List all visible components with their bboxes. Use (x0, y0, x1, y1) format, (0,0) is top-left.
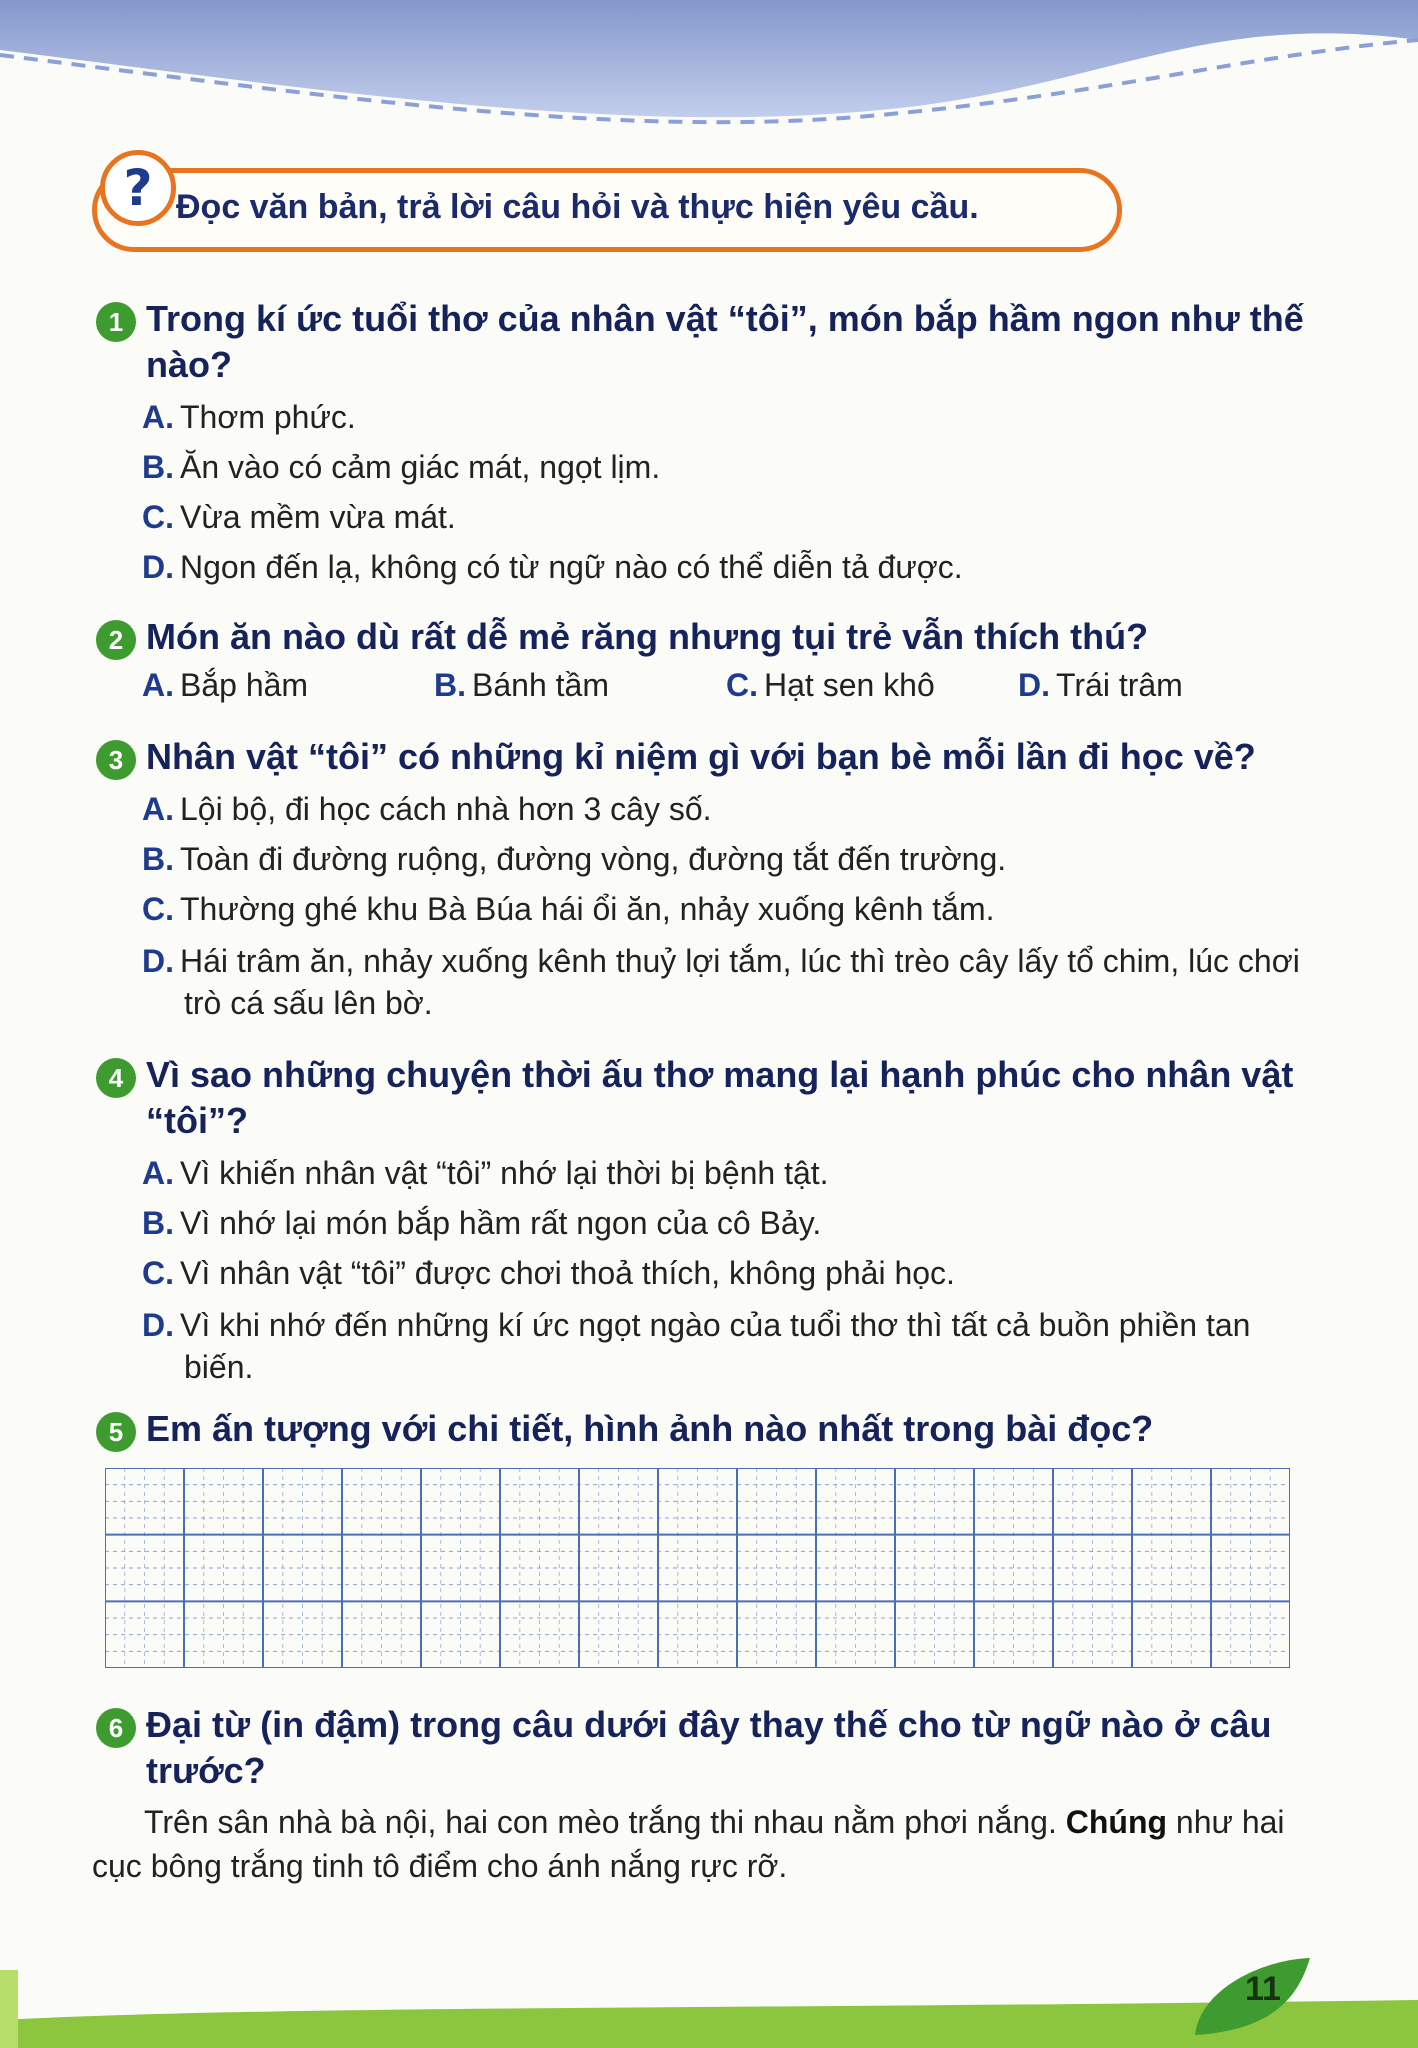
option-d[interactable]: D. Hái trâm ăn, nhảy xuống kênh thuỷ lợi tắm, lúc thì trèo cây lấy tổ chim, lúc chơi trò cá sấu lên bờ. (142, 943, 1300, 1021)
question-4 (96, 1052, 1326, 1394)
option-a[interactable]: A. Thơm phức. (142, 399, 356, 435)
question-number: 5 (96, 1412, 136, 1452)
option-a[interactable]: A. Vì khiến nhân vật “tôi” nhớ lại thời bị bệnh tật. (142, 1155, 829, 1191)
question-2 (96, 614, 1326, 710)
option-a[interactable]: A. Bắp hầm (142, 667, 309, 703)
question-number: 3 (96, 740, 136, 780)
option-b[interactable]: B. Bánh tầm (434, 667, 609, 703)
question-title: Em ấn tượng với chi tiết, hình ảnh nào nhất trong bài đọc? (146, 1408, 1154, 1449)
option-d[interactable]: D. Trái trâm (1018, 667, 1183, 703)
passage-text-after: như hai cục bông trắng tinh tô điểm cho ánh nắng rực rỡ. (92, 1804, 1285, 1884)
bold-pronoun: Chúng (1065, 1804, 1168, 1840)
option-c[interactable]: C. Thường ghé khu Bà Búa hái ổi ăn, nhảy xuống kênh tắm. (142, 891, 995, 927)
question-6 (96, 1702, 1326, 1794)
question-title: Món ăn nào dù rất dễ mẻ răng nhưng tụi trẻ vẫn thích thú? (146, 616, 1149, 657)
question-3 (96, 734, 1326, 1030)
instruction-text: Đọc văn bản, trả lời câu hỏi và thực hiện yêu cầu. (176, 188, 979, 226)
question-title: Vì sao những chuyện thời ấu thơ mang lại hạnh phúc cho nhân vật “tôi”? (146, 1054, 1294, 1141)
option-b[interactable]: B. Ăn vào có cảm giác mát, ngọt lịm. (142, 449, 661, 485)
passage (92, 1800, 1312, 1888)
writing-grid[interactable] (105, 1468, 1290, 1668)
option-c[interactable]: C. Hạt sen khô (726, 667, 935, 703)
option-c[interactable]: C. Vì nhân vật “tôi” được chơi thoả thích, không phải học. (142, 1255, 955, 1291)
question-title: Đại từ (in đậm) trong câu dưới đây thay thế cho từ ngữ nào ở câu trước? (146, 1704, 1272, 1791)
bottom-decoration (0, 1950, 1418, 2048)
question-number: 1 (96, 302, 136, 342)
question-1 (96, 296, 1326, 592)
question-number: 6 (96, 1708, 136, 1748)
question-number: 4 (96, 1058, 136, 1098)
question-mark-icon: ? (100, 150, 176, 226)
option-d[interactable]: D. Ngon đến lạ, không có từ ngữ nào có thể diễn tả được. (142, 549, 963, 585)
question-5 (96, 1406, 1326, 1452)
option-b[interactable]: B. Toàn đi đường ruộng, đường vòng, đường tắt đến trường. (142, 841, 1007, 877)
page-number: 11 (1245, 1970, 1281, 2008)
option-d[interactable]: D. Vì khi nhớ đến những kí ức ngọt ngào của tuổi thơ thì tất cả buồn phiền tan biến. (142, 1307, 1251, 1385)
option-b[interactable]: B. Vì nhớ lại món bắp hầm rất ngon của cô Bảy. (142, 1205, 822, 1241)
top-banner (0, 0, 1418, 150)
question-number: 2 (96, 620, 136, 660)
option-c[interactable]: C. Vừa mềm vừa mát. (142, 499, 456, 535)
question-title: Nhân vật “tôi” có những kỉ niệm gì với bạn bè mỗi lần đi học về? (146, 736, 1256, 777)
option-a[interactable]: A. Lội bộ, đi học cách nhà hơn 3 cây số. (142, 791, 712, 827)
passage-text-before: Trên sân nhà bà nội, hai con mèo trắng thi nhau nằm phơi nắng. (144, 1804, 1066, 1840)
question-title: Trong kí ức tuổi thơ của nhân vật “tôi”, món bắp hầm ngon như thế nào? (146, 298, 1304, 385)
